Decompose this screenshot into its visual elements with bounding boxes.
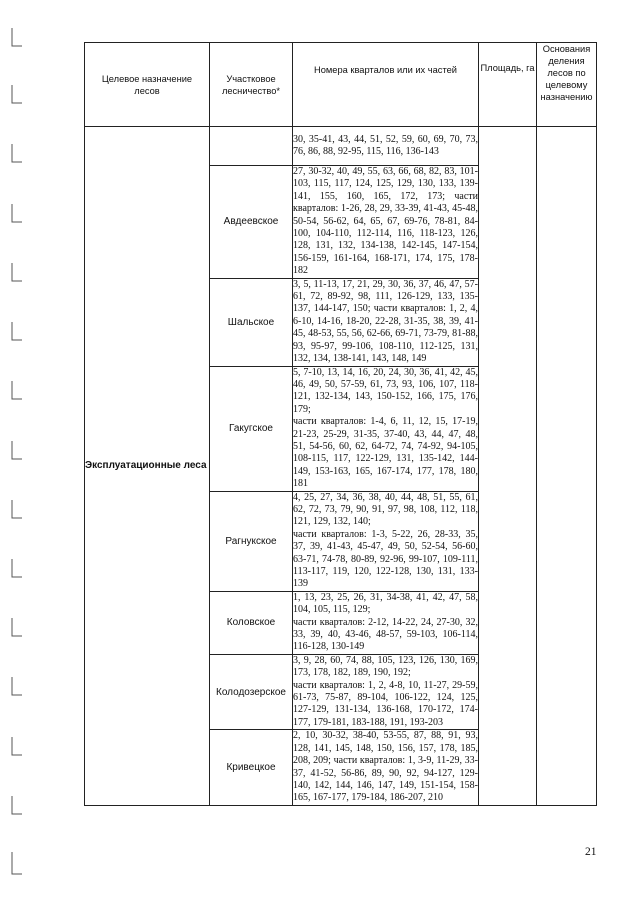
quarters-cell: 30, 35-41, 43, 44, 51, 52, 59, 60, 69, 70, 73, 76, 86, 88, 92-95, 115, 116, 136-143 <box>293 127 479 166</box>
quarters-cell: 1, 13, 23, 25, 26, 31, 34-38, 41, 42, 47, 58, 104, 105, 115, 129; части кварталов: 2-12, 14-22, 24, 27-30, 32, 33, 39, 40, 43-46, 48-57, 59-103, 106-114, 116-128, 130-149 <box>293 591 478 653</box>
table-header-row <box>85 43 597 127</box>
forestry-cell: Кривецкое <box>210 730 293 805</box>
header-quarters: Номера кварталов или их частей <box>293 43 479 127</box>
forestry-cell: Рагнукское <box>210 491 293 591</box>
header-purpose: Целевое назначение лесов <box>85 43 210 127</box>
forestry-cell <box>210 127 293 166</box>
quarters-cell: 5, 7-10, 13, 14, 16, 20, 24, 30, 36, 41, 42, 45, 46, 49, 50, 57-59, 61, 73, 93, 106, 107, 118-121, 132-134, 143, 150-152, 166, 175, 176, 179; части кварталов: 1-4, 6, 11, 12, 15, 17-19, 21-23, 25-29, 31-35, 37-40, 43, 44, 47, 48, 51, 54-56, 60, 62, 64-72, 74, 74-92, 94-105, 108-115, 117, 122-129, 131, 135-142, 144-149, 153-163, 165, 167-174, 177, 178, 180, 181 <box>293 366 478 490</box>
quarters-cell: 27, 30-32, 40, 49, 55, 63, 66, 68, 82, 83, 101-103, 115, 117, 124, 125, 129, 130, 133, 139-141, 155, 160, 165, 172, 173; части кварталов: 1-26, 28, 29, 33-39, 41-43, 45-48, 50-54, 56-62, 64, 65, 67, 69-76, 78-81, 84-100, 104-110, 112-114, 116, 118-123, 126, 128, 131, 132, 134-138, 142-145, 147-154, 156-159, 161-164, 168-171, 174, 175, 178-182 <box>293 166 478 277</box>
forestry-cell: Авдеевское <box>210 166 293 279</box>
forestry-cell: Шальское <box>210 278 293 366</box>
table-row <box>85 127 597 166</box>
quarters-cell: 4, 25, 27, 34, 36, 38, 40, 44, 48, 51, 55, 61, 62, 72, 73, 79, 90, 91, 97, 98, 108, 112, 118, 121, 129, 132, 140; части кварталов: 1-3, 5-22, 26, 28-33, 35, 37, 39, 41-43, 45-47, 49, 50, 52-54, 56-60, 63-71, 74-78, 80-89, 92-96, 99-107, 109-111, 113-117, 119, 120, 122-128, 130, 131, 133-139 <box>293 491 478 590</box>
forestry-cell: Коловское <box>210 591 293 654</box>
forestry-cell: Гакугское <box>210 366 293 491</box>
header-basis: Основания деления лесов по целевому назначению <box>537 43 597 127</box>
quarters-cell: 3, 5, 11-13, 17, 21, 29, 30, 36, 37, 46, 47, 57-61, 72, 89-92, 98, 111, 126-129, 133, 135-137, 144-147, 150; части кварталов: 1, 2, 4, 6-10, 14-16, 18-20, 22-28, 31-35, 38, 39, 41-45, 48-53, 55, 56, 62-66, 69-71, 73-79, 81-88, 93, 95-97, 99-106, 108-110, 112-125, 131, 132, 134, 138-141, 143, 148, 149 <box>293 278 478 365</box>
basis-cell <box>537 127 597 806</box>
quarters-cell: 3, 9, 28, 60, 74, 88, 105, 123, 126, 130, 169, 173, 178, 182, 189, 190, 192; части кварталов: 1, 2, 4-8, 10, 11-27, 29-59, 61-73, 75-87, 89-104, 106-122, 124, 125, 127-129, 131-134, 136-168, 170-172, 174-177, 179-181, 183-188, 191, 193-203 <box>293 654 478 728</box>
header-forestry: Участковое лесничество* <box>210 43 293 127</box>
page-number: 21 <box>585 846 597 858</box>
header-area: Площадь, га <box>479 43 537 127</box>
forestry-cell: Колодозерское <box>210 654 293 729</box>
area-cell <box>479 127 537 806</box>
binding-margin-marks <box>0 0 40 905</box>
quarters-cell: 2, 10, 30-32, 38-40, 53-55, 87, 88, 91, 93, 128, 141, 145, 148, 150, 156, 157, 178, 185, 208, 209; части кварталов: 1, 3-9, 11-29, 33-37, 41-52, 56-86, 89, 90, 92, 94-127, 129-140, 142, 144, 146, 147, 149, 151-154, 158-165, 167-177, 179-184, 186-207, 210 <box>293 730 478 804</box>
purpose-cell: Эксплуатационные леса <box>85 127 210 806</box>
forest-quarters-table <box>84 42 597 806</box>
